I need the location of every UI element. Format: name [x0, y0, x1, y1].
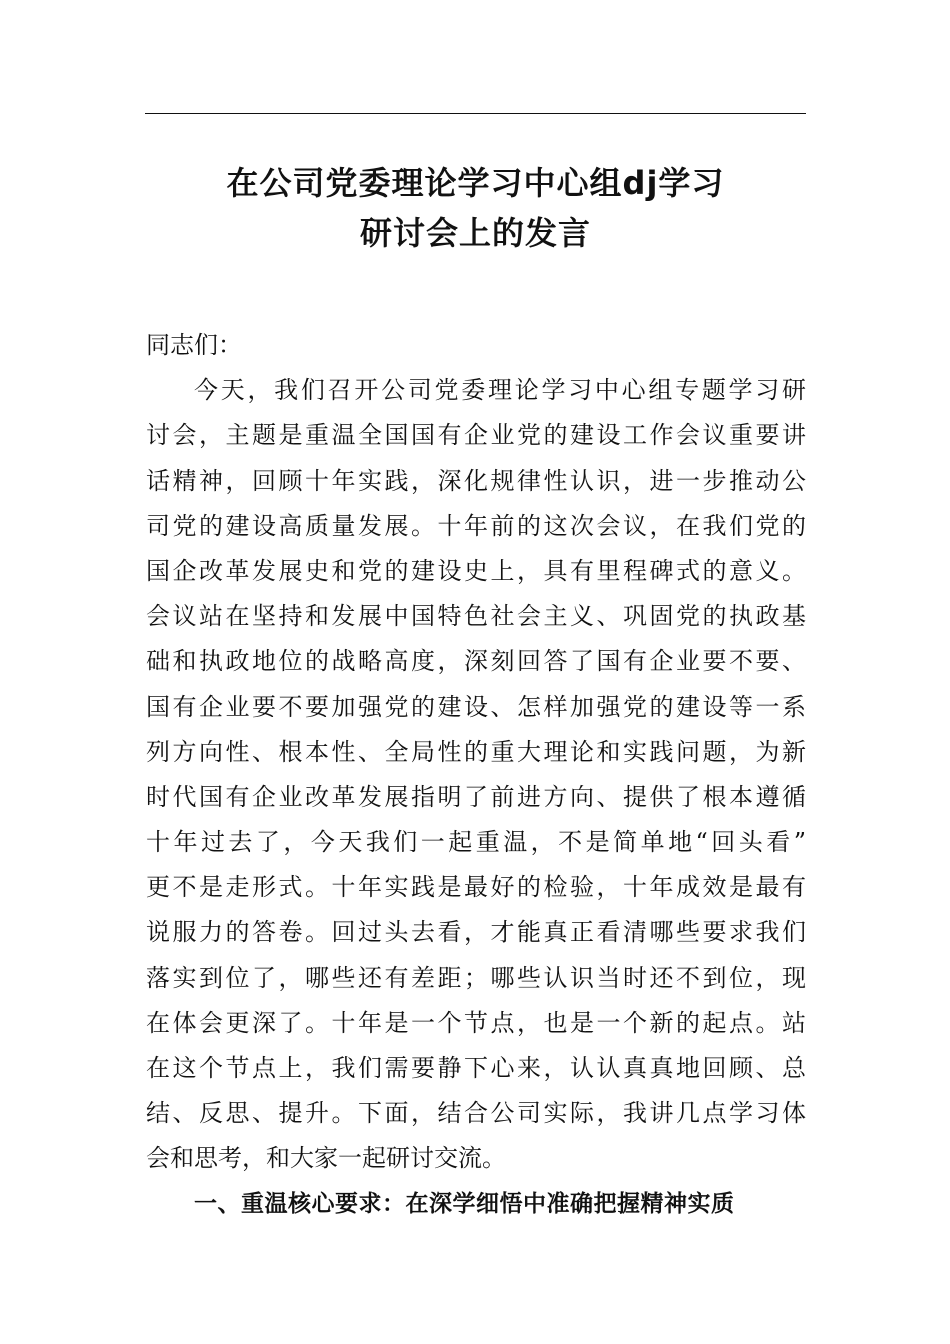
paragraph-line: 国企改革发展史和党的建设史上，具有里程碑式的意义。 [146, 556, 806, 585]
paragraph-line: 讨会，主题是重温全国国有企业党的建设工作会议重要讲 [146, 421, 806, 450]
section-heading: 一、重温核心要求：在深学细悟中准确把握精神实质 [194, 1190, 735, 1217]
paragraph-line: 今天，我们召开公司党委理论学习中心组专题学习研 [194, 376, 806, 405]
paragraph-line: 话精神，回顾十年实践，深化规律性认识，进一步推动公 [146, 466, 806, 495]
title-line-1: 在公司党委理论学习中心组dj学习 [226, 164, 725, 202]
title-line-2: 研讨会上的发言 [359, 214, 591, 252]
document-title [145, 158, 806, 258]
paragraph-line: 在体会更深了。十年是一个节点，也是一个新的起点。站 [146, 1008, 806, 1037]
paragraph-line: 国有企业要不要加强党的建设、怎样加强党的建设等一系 [146, 692, 806, 721]
paragraph-line: 会和思考，和大家一起研讨交流。 [146, 1144, 506, 1173]
paragraph-line: 列方向性、根本性、全局性的重大理论和实践问题，为新 [146, 737, 806, 766]
paragraph-line: 落实到位了，哪些还有差距；哪些认识当时还不到位，现 [146, 963, 806, 992]
paragraph-line: 础和执政地位的战略高度，深刻回答了国有企业要不要、 [146, 647, 806, 676]
paragraph-line: 十年过去了，今天我们一起重温，不是简单地“回头看” [146, 828, 806, 857]
salutation: 同志们： [146, 331, 242, 359]
paragraph-line: 在这个节点上，我们需要静下心来，认认真真地回顾、总 [146, 1054, 806, 1082]
header-rule [145, 113, 806, 114]
paragraph-line: 司党的建设高质量发展。十年前的这次会议，在我们党的 [146, 511, 806, 540]
paragraph-line: 更不是走形式。十年实践是最好的检验，十年成效是最有 [146, 873, 806, 902]
paragraph-line: 会议站在坚持和发展中国特色社会主义、巩固党的执政基 [146, 602, 806, 631]
document-body [146, 323, 806, 1227]
paragraph-line: 结、反思、提升。下面，结合公司实际，我讲几点学习体 [146, 1099, 806, 1128]
paragraph-line: 说服力的答卷。回过头去看，才能真正看清哪些要求我们 [146, 918, 806, 947]
paragraph-line: 时代国有企业改革发展指明了前进方向、提供了根本遵循 [146, 782, 806, 811]
